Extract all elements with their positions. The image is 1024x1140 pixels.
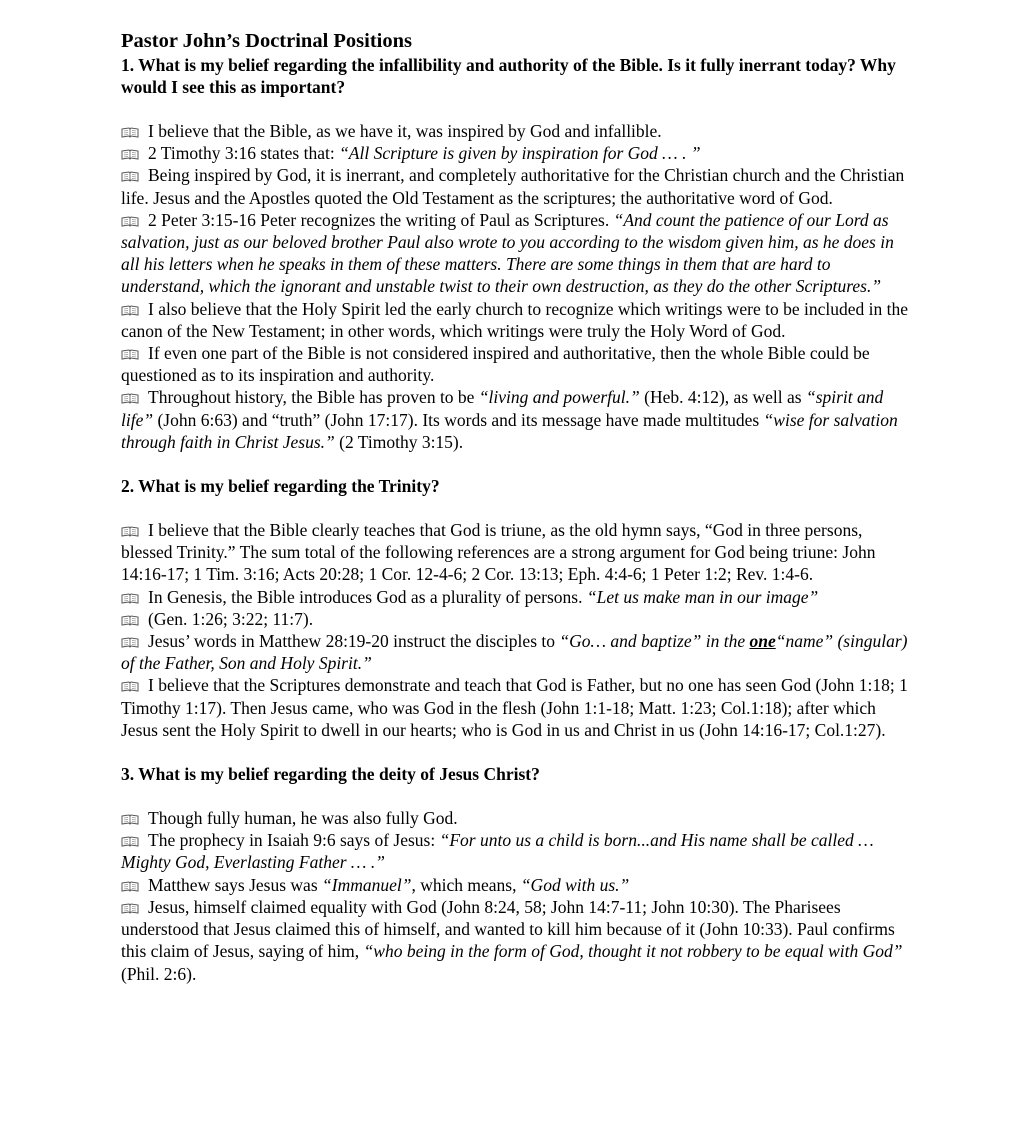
italic-quote: “For unto us a child is born...and His name shall be called … Mighty God, Everlasting Father … .” xyxy=(121,830,874,873)
bullet-paragraph xyxy=(121,209,911,298)
section-question: 2. What is my belief regarding the Trinity? xyxy=(121,476,440,497)
spacer xyxy=(121,741,911,763)
bullet-paragraph xyxy=(121,164,911,208)
spacer xyxy=(121,98,911,120)
text-run: , which means, xyxy=(411,874,521,895)
text-run: Throughout history, the Bible has proven to be xyxy=(148,387,479,408)
italic-quote: “God with us.” xyxy=(520,874,630,895)
bullet-paragraph xyxy=(121,342,911,386)
spacer xyxy=(121,453,911,475)
open-book-icon xyxy=(121,216,139,227)
bullet-paragraph xyxy=(121,807,911,829)
bullet-paragraph xyxy=(121,586,911,608)
text-run: (Phil. 2:6). xyxy=(121,963,197,984)
text-run: I also believe that the Holy Spirit led the early church to recognize which writings were to be included in the canon of the New Testament; in other words, which writings were truly the Holy Word of God. xyxy=(121,298,909,341)
text-run: (2 Timothy 3:15). xyxy=(334,431,464,452)
bullet-paragraph xyxy=(121,896,911,985)
text-run: I believe that the Scriptures demonstrate and teach that God is Father, but no one has seen God (John 1:18; 1 Timothy 1:17). Then Jesus came, who was God in the flesh (John 1:1-18; Matt. 1:23; Col.1:18); after which Jesus sent the Holy Spirit to dwell in our hearts; who is God in us and Christ in us (John 14:16-17; Col.1:27). xyxy=(121,675,908,740)
italic-quote: “name” (singular) of the Father, Son and Holy Spirit.” xyxy=(121,631,908,674)
text-run: I believe that the Bible, as we have it, was inspired by God and infallible. xyxy=(148,121,662,141)
text-run: Jesus’ words in Matthew 28:19-20 instruct the disciples to xyxy=(148,631,560,652)
text-run: I believe that the Bible clearly teaches that God is triune, as the old hymn says, “God in three persons, blessed Trinity.” The sum total of the following references are a strong argument for God being triune: John 14:16-17; 1 Tim. 3:16; Acts 20:28; 1 Cor. 12-4-6; 2 Cor. 13:13; Eph. 4:4-6; 1 Peter 1:2; Rev. 1:4-6. xyxy=(121,520,876,585)
open-book-icon xyxy=(121,149,139,160)
section-question: 3. What is my belief regarding the deity of Jesus Christ? xyxy=(121,764,540,785)
open-book-icon xyxy=(121,127,139,138)
section-body xyxy=(121,120,911,453)
italic-quote: “who being in the form of God, thought it not robbery to be equal with God” xyxy=(363,941,903,962)
open-book-icon xyxy=(121,305,139,316)
text-run: If even one part of the Bible is not considered inspired and authoritative, then the whole Bible could be questioned as to its inspiration and authority. xyxy=(121,343,870,386)
open-book-icon xyxy=(121,814,139,825)
bullet-paragraph xyxy=(121,674,911,741)
spacer xyxy=(121,785,911,807)
text-run: The prophecy in Isaiah 9:6 says of Jesus: xyxy=(148,830,440,851)
bullet-paragraph xyxy=(121,120,911,142)
bullet-paragraph xyxy=(121,142,911,164)
text-run: 2 Peter 3:15-16 Peter recognizes the writing of Paul as Scriptures. xyxy=(148,209,614,230)
italic-quote: “And count the patience of our Lord as salvation, just as our beloved brother Paul also wrote to you according to the wisdom given him, as he does in all his letters when he speaks in them of these matters. There are some things in them that are hard to understand, which the ignorant and unstable twist to their own destruction, as they do the other Scriptures.” xyxy=(121,209,894,297)
open-book-icon xyxy=(121,881,139,892)
open-book-icon xyxy=(121,526,139,537)
bullet-paragraph xyxy=(121,298,911,342)
text-run: (John 6:63) and “truth” (John 17:17). Its words and its message have made multitudes xyxy=(153,409,764,430)
open-book-icon xyxy=(121,903,139,914)
document-body xyxy=(121,54,911,985)
section-question: 1. What is my belief regarding the infallibility and authority of the Bible. Is it fully inerrant today? Why would I see this as important? xyxy=(121,55,896,97)
text-run: Jesus, himself claimed equality with God (John 8:24, 58; John 14:7-11; John 10:30). The Pharisees understood that Jesus claimed this of himself, and wanted to kill him because of it (John 10:33). Paul confirms this claim of Jesus, saying of him, xyxy=(121,896,895,962)
italic-quote: “Let us make man in our image” xyxy=(586,586,819,607)
text-run: (Gen. 1:26; 3:22; 11:7). xyxy=(148,608,314,629)
spacer xyxy=(121,497,911,519)
italic-quote: “living and powerful.” xyxy=(478,387,640,408)
open-book-icon xyxy=(121,615,139,626)
text-run: 2 Timothy 3:16 states that: xyxy=(148,143,340,164)
italic-quote: “wise for salvation through faith in Christ Jesus.” xyxy=(121,409,898,452)
bullet-paragraph xyxy=(121,630,911,674)
bullet-paragraph xyxy=(121,386,911,453)
bullet-paragraph xyxy=(121,874,911,896)
bullet-paragraph xyxy=(121,608,911,630)
text-run: In Genesis, the Bible introduces God as a plurality of persons. xyxy=(148,586,587,607)
text-run: Though fully human, he was also fully God. xyxy=(148,808,458,829)
text-run: Matthew says Jesus was xyxy=(148,874,323,895)
open-book-icon xyxy=(121,637,139,648)
open-book-icon xyxy=(121,836,139,847)
document-title: Pastor John’s Doctrinal Positions xyxy=(121,30,412,52)
open-book-icon xyxy=(121,593,139,604)
italic-quote: “spirit and life” xyxy=(121,387,884,430)
section-body xyxy=(121,519,911,741)
underlined-text: one xyxy=(749,631,776,652)
italic-quote: “All Scripture is given by inspiration for God … . ” xyxy=(339,143,701,164)
text-run: (Heb. 4:12), as well as xyxy=(639,387,806,408)
open-book-icon xyxy=(121,393,139,404)
italic-quote: “Go… and baptize” in the xyxy=(559,631,750,652)
italic-quote: “Immanuel” xyxy=(322,874,412,895)
open-book-icon xyxy=(121,681,139,692)
document-page xyxy=(121,28,911,985)
open-book-icon xyxy=(121,349,139,360)
section-body xyxy=(121,807,911,985)
text-run: Being inspired by God, it is inerrant, and completely authoritative for the Christian church and the Christian life. Jesus and the Apostles quoted the Old Testament as the scriptures; the authoritative word of God. xyxy=(121,165,905,208)
bullet-paragraph xyxy=(121,829,911,873)
bullet-paragraph xyxy=(121,519,911,586)
open-book-icon xyxy=(121,171,139,182)
